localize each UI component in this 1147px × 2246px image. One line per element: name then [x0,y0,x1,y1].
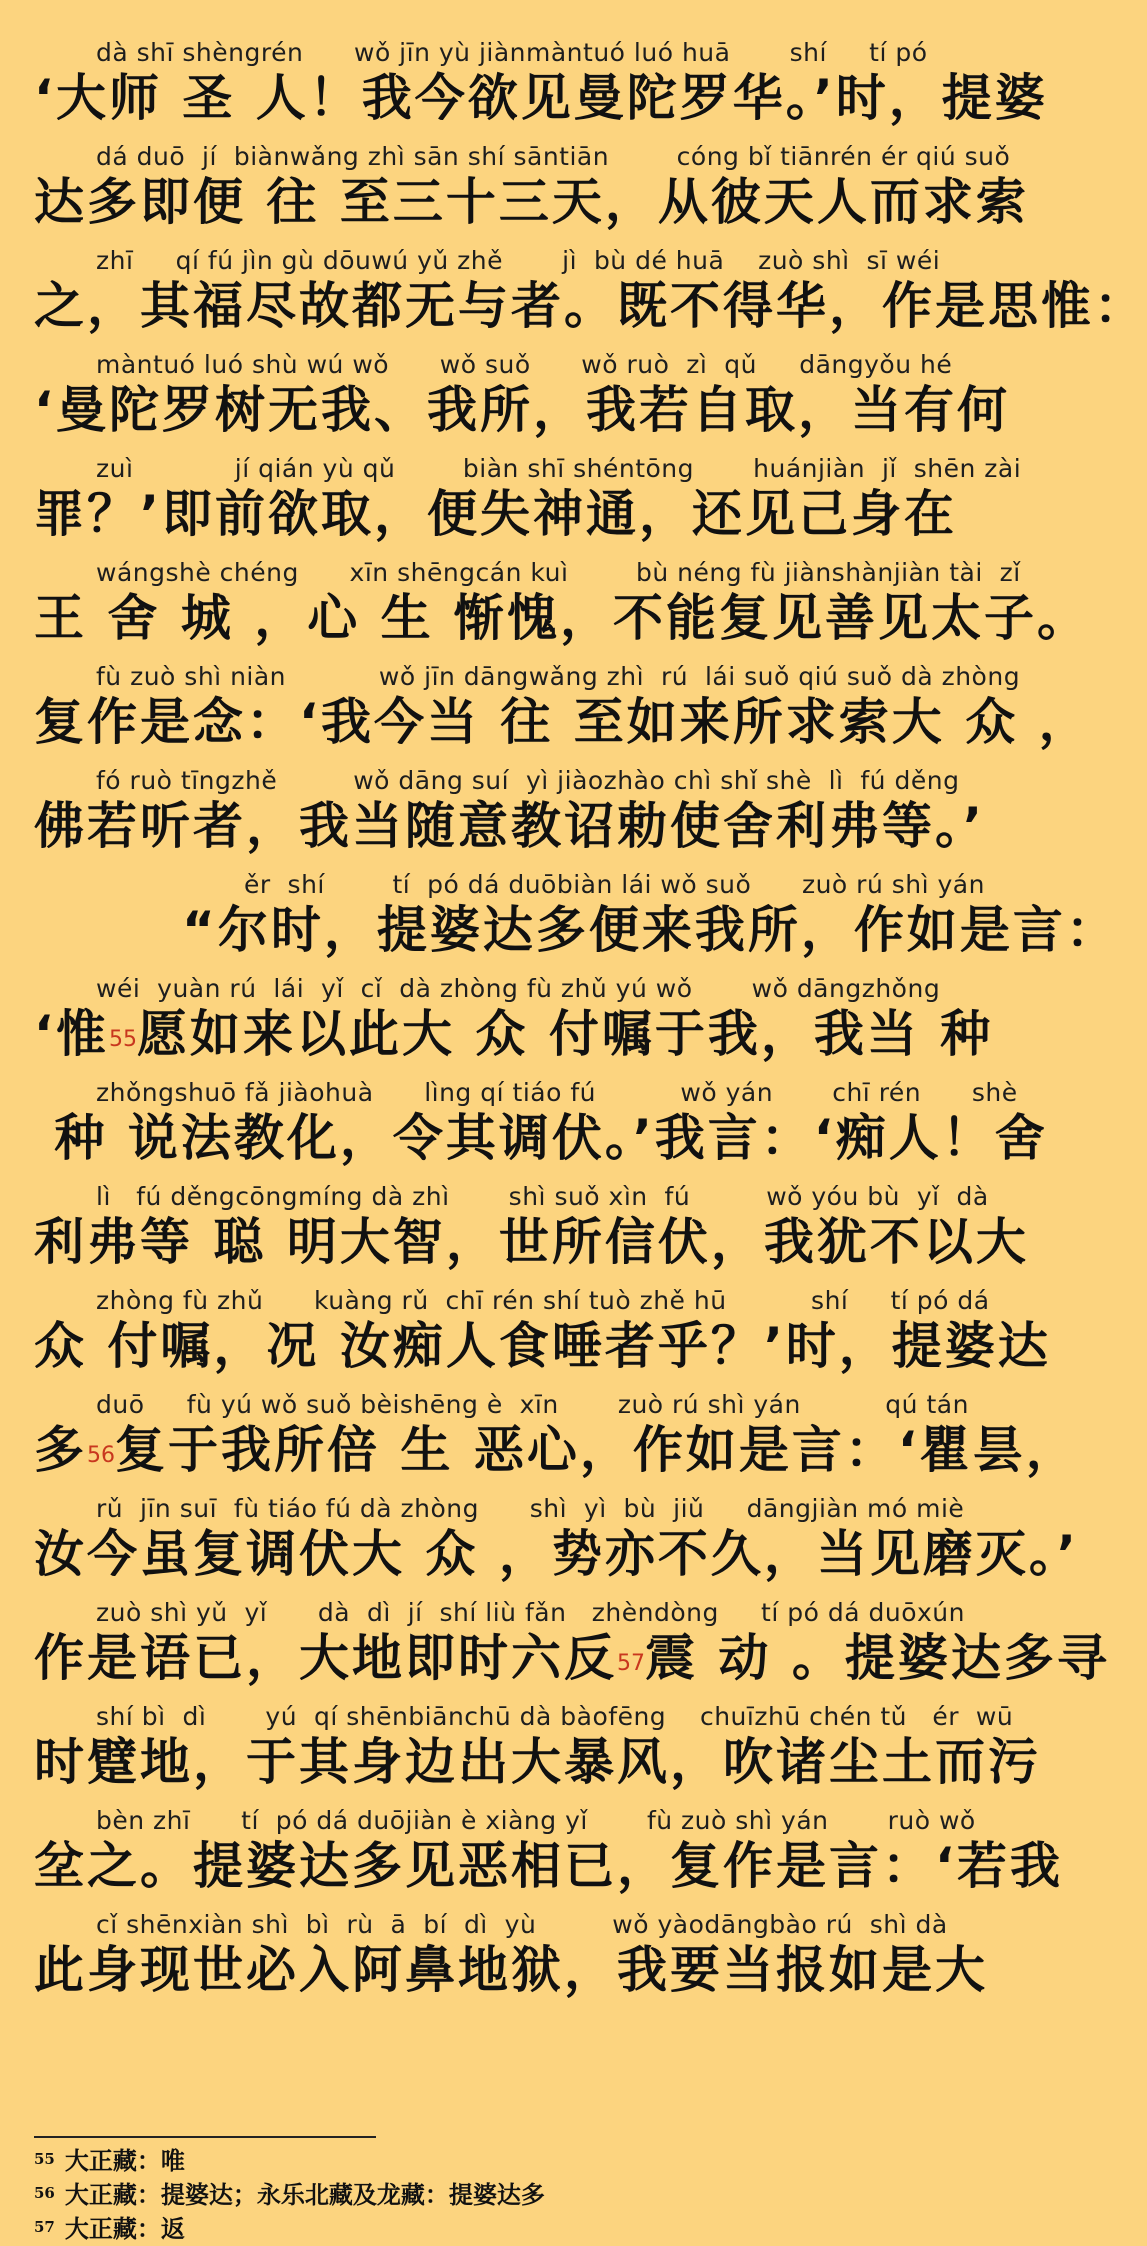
text-line [34,1702,1054,1806]
pinyin-line: màntuó luó shù wú wǒ wǒ suǒ wǒ ruò zì qǔ dāngyǒu hé [96,350,953,379]
hanzi-line [34,1004,1054,1066]
text-line [34,870,1119,974]
hanzi-line [34,1316,1054,1378]
hanzi-line [34,1212,1054,1274]
text-line [34,454,1054,558]
hanzi-text: 王 舍 城 ，心 生 惭愧，不能复见善见太子。 [34,589,1091,647]
pinyin-line: ěr shí tí pó dá duōbiàn lái wǒ suǒ zuò rú shì yán [244,870,985,899]
footnote-divider [34,2136,376,2138]
text-line [34,1494,1079,1598]
footnote-ref[interactable]: 55 [109,1027,137,1052]
hanzi-line [34,68,1054,130]
hanzi-text: 多 [34,1421,87,1479]
footnote [34,2212,1034,2246]
text-line [34,1182,1054,1286]
hanzi-text: 复作是念：‘我今当 往 至如来所求索大 众 ， [34,693,1092,751]
pinyin-line: fó ruò tīngzhě wǒ dāng suí yì jiàozhào chì shǐ shè lì fú děng [96,766,960,795]
hanzi-text: 复于我所倍 生 恶心，作如是言：‘瞿昙， [115,1421,1079,1479]
footnote-ref[interactable]: 56 [87,1443,115,1468]
text-line [34,246,1147,350]
hanzi-text: 之，其福尽故都无与者。既不得华，作是思惟： [34,277,1147,335]
hanzi-line [34,588,1091,650]
hanzi-text: ‘惟 [34,1005,109,1063]
footnotes [34,2144,1034,2246]
footnote [34,2178,1034,2212]
text-line [34,558,1091,662]
hanzi-line [34,1836,1063,1898]
footnote-ref[interactable]: 57 [617,1651,645,1676]
hanzi-text: 达多即便 往 至三十三天，从彼天人而求索 [34,173,1029,231]
text-line [34,38,1054,142]
hanzi-text: 此身现世必入阿鼻地狱，我要当报如是大 [34,1941,988,1999]
hanzi-line [34,900,1119,962]
pinyin-line: dà shī shèngrén wǒ jīn yù jiànmàntuó luó huā shí tí pó [96,38,928,67]
hanzi-text: 作是语已，大地即时六反 [34,1629,617,1687]
footnote [34,2144,1034,2178]
hanzi-line [34,1108,1054,1170]
hanzi-line [34,1732,1054,1794]
hanzi-text: 坌之。提婆达多见恶相已，复作是言：‘若我 [34,1837,1063,1895]
hanzi-line [34,692,1092,754]
footnote-number: 57 [34,2218,55,2236]
text-line [34,350,1054,454]
hanzi-line [34,796,1054,858]
hanzi-text: 利弗等 聪 明大智，世所信伏，我犹不以大 [34,1213,1029,1271]
hanzi-line [34,1420,1079,1482]
pinyin-line: zhǒngshuō fǎ jiàohuà lìng qí tiáo fú wǒ yán chī rén shè [96,1078,1018,1107]
pinyin-line: zuì jí qián yù qǔ biàn shī shéntōng huánjiàn jǐ shēn zài [96,454,1022,483]
pinyin-line: duō fù yú wǒ suǒ bèishēng è xīn zuò rú shì yán qú tán [96,1390,969,1419]
scripture-text [34,38,1147,2014]
hanzi-text: 罪？’即前欲取，便失神通，还见己身在 [34,485,957,543]
hanzi-text: 愿如来以此大 众 付嘱于我，我当 种 [137,1005,994,1063]
pinyin-line: wángshè chéng xīn shēngcán kuì bù néng fù jiànshànjiàn tài zǐ [96,558,1021,587]
pinyin-line: zhòng fù zhǔ kuàng rǔ chī rén shí tuò zhě hū shí tí pó dá [96,1286,990,1315]
hanzi-text: 佛若听者，我当随意教诏勅使舍利弗等。’ [34,797,985,855]
footnote-number: 55 [34,2150,55,2168]
hanzi-text: 时躄地，于其身边出大暴风，吹诸尘土而污 [34,1733,1041,1791]
pinyin-line: wéi yuàn rú lái yǐ cǐ dà zhòng fù zhǔ yú wǒ wǒ dāngzhǒng [96,974,941,1003]
footnote-text: 大正藏：唯 [64,2146,185,2175]
footnote-text: 大正藏：提婆达；永乐北藏及龙藏：提婆达多 [64,2180,545,2209]
footnote-text: 大正藏：返 [64,2214,185,2243]
hanzi-text: 众 付嘱，况 汝痴人食唾者乎？’时，提婆达 [34,1317,1051,1375]
hanzi-text: 震 动 。提婆达多寻 [645,1629,1110,1687]
text-line [34,766,1054,870]
hanzi-text: ‘大师 圣 人！我今欲见曼陀罗华。’时，提婆 [34,69,1048,127]
pinyin-line: bèn zhī tí pó dá duōjiàn è xiàng yǐ fù zuò shì yán ruò wǒ [96,1806,976,1835]
text-line [34,974,1054,1078]
text-line [34,142,1054,246]
hanzi-line [34,1524,1079,1586]
pinyin-line: fù zuò shì niàn wǒ jīn dāngwǎng zhì rú lái suǒ qiú suǒ dà zhòng [96,662,1021,691]
hanzi-line [34,172,1054,234]
pinyin-line: lì fú děngcōngmíng dà zhì shì suǒ xìn fú wǒ yóu bù yǐ dà [96,1182,989,1211]
text-line [34,1910,1054,2014]
hanzi-line [34,1940,1054,2002]
hanzi-line [34,380,1054,442]
text-line [34,1078,1054,1182]
text-line [34,662,1092,766]
hanzi-text: 种 说法教化，令其调伏。’我言：‘痴人！舍 [34,1109,1048,1167]
pinyin-line: zuò shì yǔ yǐ dà dì jí shí liù fǎn zhèndòng tí pó dá duōxún [96,1598,965,1627]
text-line [34,1286,1054,1390]
text-line [34,1390,1079,1494]
pinyin-line: dá duō jí biànwǎng zhì sān shí sāntiān cóng bǐ tiānrén ér qiú suǒ [96,142,1011,171]
hanzi-line [34,276,1147,338]
text-line [34,1806,1063,1910]
pinyin-line: cǐ shēnxiàn shì bì rù ā bí dì yù wǒ yàodāngbào rú shì dà [96,1910,948,1939]
hanzi-line [34,1628,1110,1690]
hanzi-text: 汝今虽复调伏大 众 ，势亦不久，当见磨灭。’ [34,1525,1079,1583]
footnote-number: 56 [34,2184,55,2202]
pinyin-line: rǔ jīn suī fù tiáo fú dà zhòng shì yì bù jiǔ dāngjiàn mó miè [96,1494,965,1523]
pinyin-line: shí bì dì yú qí shēnbiānchū dà bàofēng chuīzhū chén tǔ ér wū [96,1702,1014,1731]
pinyin-line: zhī qí fú jìn gù dōuwú yǔ zhě jì bù dé huā zuò shì sī wéi [96,246,941,275]
hanzi-line [34,484,1054,546]
text-line [34,1598,1110,1702]
hanzi-text: “尔时，提婆达多便来我所，作如是言： [182,901,1119,959]
hanzi-text: ‘曼陀罗树无我、我所，我若自取，当有何 [34,381,1010,439]
